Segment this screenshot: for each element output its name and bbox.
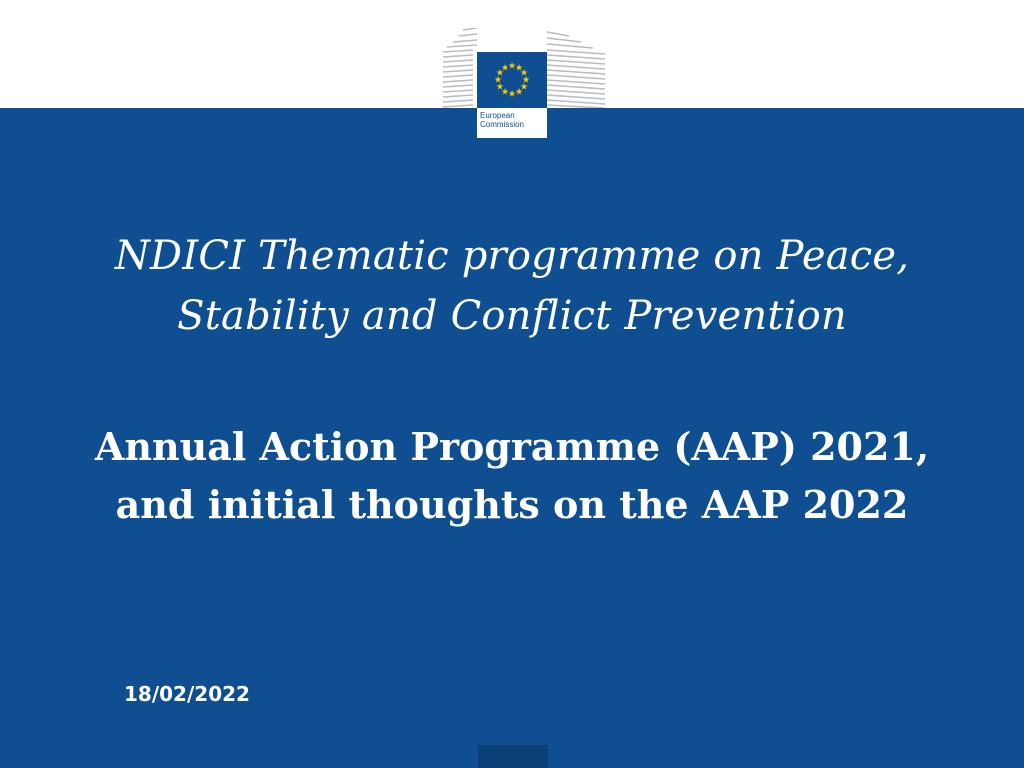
logo-label-line2: Commission xyxy=(480,120,525,129)
svg-text:★: ★ xyxy=(514,87,524,98)
slide-title-line2: Stability and Conflict Prevention xyxy=(177,293,847,339)
slide-subtitle xyxy=(40,418,984,534)
svg-text:★: ★ xyxy=(495,82,504,93)
slide-title xyxy=(40,226,984,346)
slide-title-line1: NDICI Thematic programme on Peace, xyxy=(114,233,910,279)
slide-date: 18/02/2022 xyxy=(124,682,250,706)
svg-text:★: ★ xyxy=(495,68,504,79)
svg-text:★: ★ xyxy=(520,68,529,79)
svg-text:★: ★ xyxy=(500,63,510,74)
slide-subtitle-line2: and initial thoughts on the AAP 2022 xyxy=(115,482,909,527)
svg-text:★: ★ xyxy=(521,75,531,86)
european-commission-logo-icon xyxy=(441,28,607,108)
logo-label-line1: European xyxy=(480,111,515,120)
logo-label xyxy=(477,108,547,138)
svg-text:★: ★ xyxy=(500,87,510,98)
svg-text:★: ★ xyxy=(507,89,517,100)
svg-text:★: ★ xyxy=(507,61,517,72)
svg-text:★: ★ xyxy=(514,63,524,74)
slide-subtitle-line1: Annual Action Programme (AAP) 2021, xyxy=(94,424,930,469)
footer-tab xyxy=(478,745,548,768)
svg-text:★: ★ xyxy=(520,82,529,93)
european-commission-logo xyxy=(441,28,607,140)
svg-text:★: ★ xyxy=(493,75,503,86)
